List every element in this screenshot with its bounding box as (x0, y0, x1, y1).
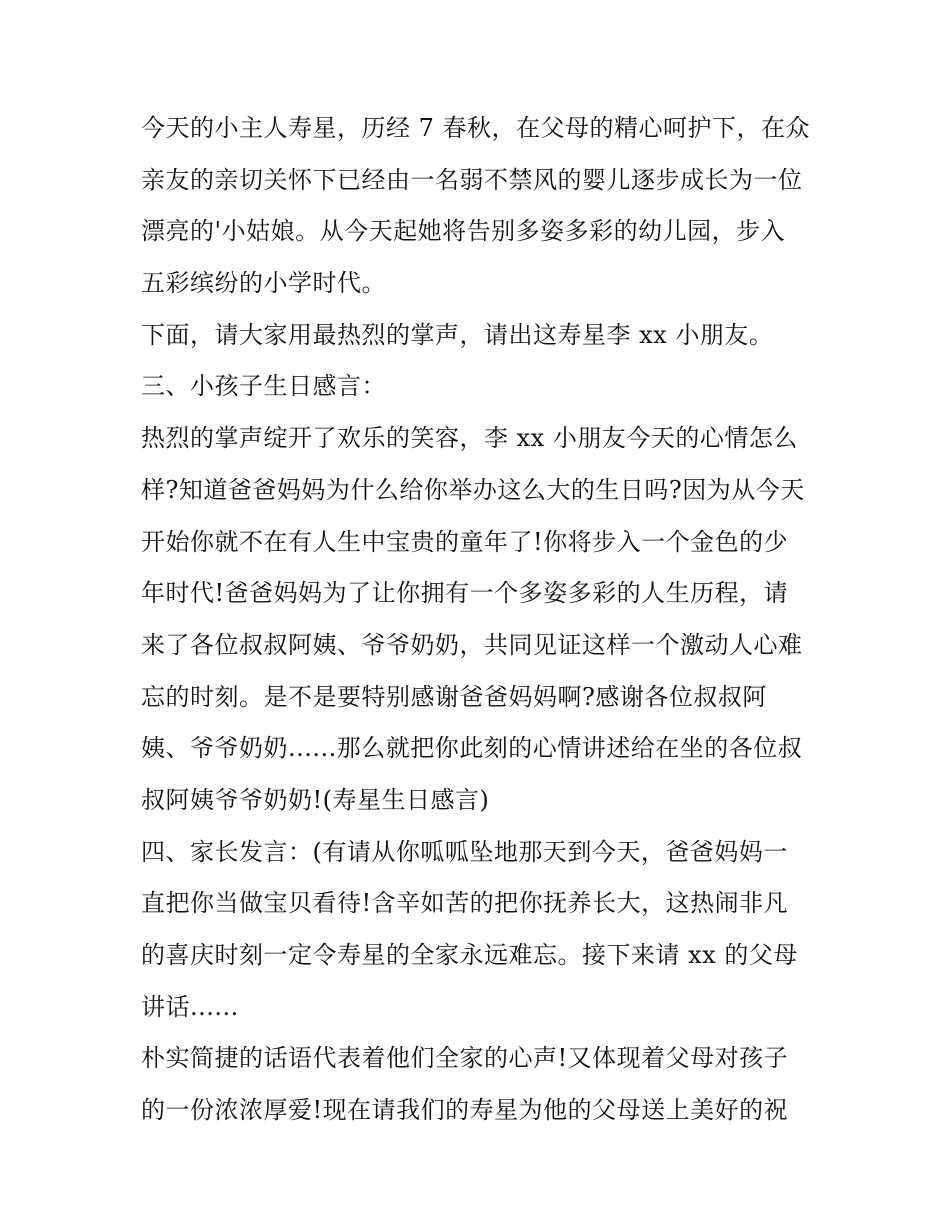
text-line: 叔阿姨爷爷奶奶!(寿星生日感言) (141, 785, 490, 814)
text-line: 样?知道爸爸妈妈为什么给你举办这么大的生日吗?因为从今天 (141, 475, 805, 504)
text-line: 朴实简捷的话语代表着他们全家的心声!又体现着父母对孩子 (141, 1044, 789, 1073)
text-line: 五彩缤纷的小学时代。 (141, 269, 386, 298)
text-line: 开始你就不在有人生中宝贵的童年了!你将步入一个金色的少 (141, 527, 789, 556)
text-line: 今天的小主人寿星，历经 7 春秋，在父母的精心呵护下，在众 (141, 114, 811, 142)
text-line: 讲话...... (141, 992, 239, 1021)
text-line: 年时代!爸爸妈妈为了让你拥有一个多姿多彩的人生历程，请 (141, 579, 789, 608)
text-line: 的喜庆时刻一定令寿星的全家永远难忘。接下来请 xx 的父母 (141, 941, 798, 969)
document-body (141, 103, 821, 1137)
text-line: 亲友的亲切关怀下已经由一名弱不禁风的婴儿逐步成长为一位 (141, 165, 803, 194)
text-line: 漂亮的'小姑娘。从今天起她将告别多姿多彩的幼儿园，步入 (141, 217, 786, 246)
text-line: 直把你当做宝贝看待!含辛如苦的把你抚养长大，这热闹非凡 (141, 889, 789, 918)
section-heading: 三、小孩子生日感言： (141, 372, 386, 401)
text-line: 下面，请大家用最热烈的掌声，请出这寿星李 xx 小朋友。 (141, 320, 774, 349)
text-line: 姨、爷爷奶奶......那么就把你此刻的心情讲述给在坐的各位叔 (141, 734, 803, 763)
text-line: 来了各位叔叔阿姨、爷爷奶奶，共同见证这样一个激动人心难 (141, 630, 803, 659)
text-line: 忘的时刻。是不是要特别感谢爸爸妈妈啊?感谢各位叔叔阿 (141, 682, 767, 711)
text-line: 的一份浓浓厚爱!现在请我们的寿星为他的父母送上美好的祝 (141, 1096, 789, 1125)
section-heading: 四、家长发言：(有请从你呱呱坠地那天到今天，爸爸妈妈一 (141, 837, 788, 866)
text-line: 热烈的掌声绽开了欢乐的笑容，李 xx 小朋友今天的心情怎么 (141, 424, 798, 453)
